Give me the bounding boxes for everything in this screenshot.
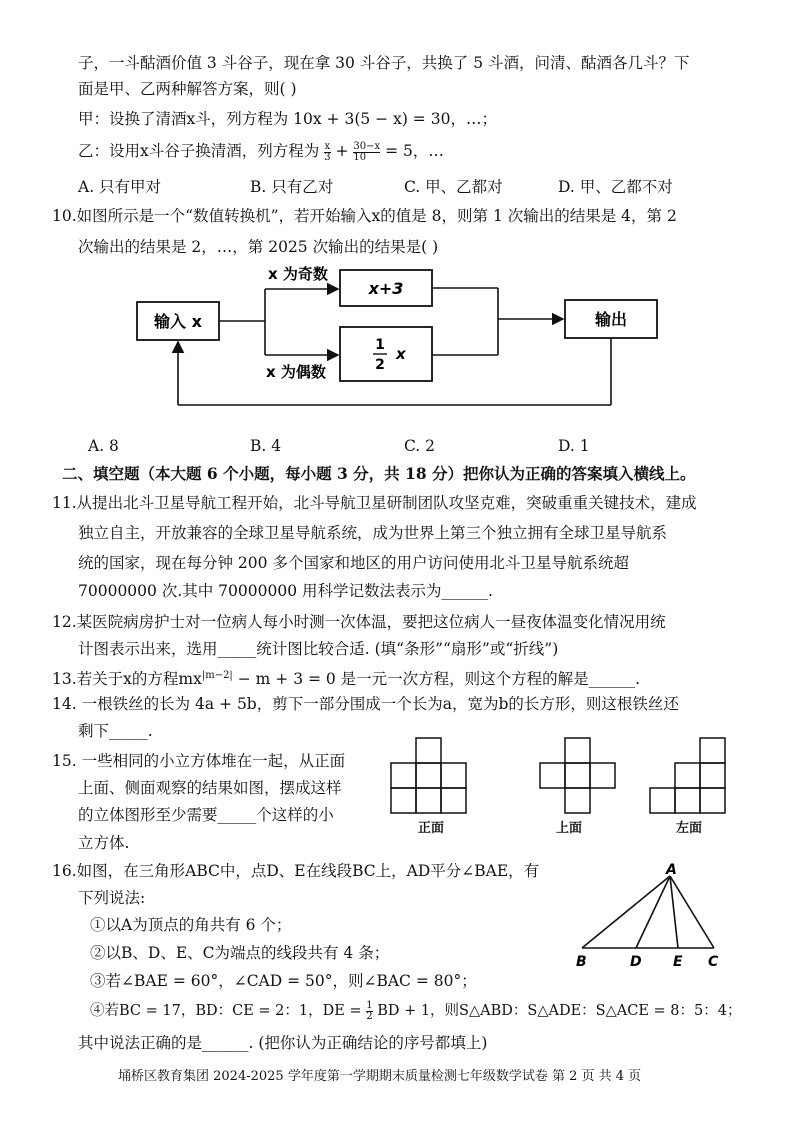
odd-label: x 为奇数 xyxy=(268,265,328,283)
front-view xyxy=(391,738,466,813)
even-label: x 为偶数 xyxy=(266,363,326,381)
q10-option-a: A. 8 xyxy=(88,437,119,455)
q16-statement-3: ③若∠BAE = 60°，∠CAD = 50°，则∠BAC = 80°； xyxy=(90,972,477,990)
q11-line2: 独立自主，开放兼容的全球卫星导航系统，成为世界上第三个独立拥有全球卫星导航系 xyxy=(78,524,668,542)
q16-statement-2: ②以B、D、E、C为端点的线段共有 4 条； xyxy=(90,944,390,962)
q16-line7: 其中说法正确的是______. (把你认为正确结论的序号都填上) xyxy=(78,1034,488,1052)
output-label: 输出 xyxy=(594,310,628,329)
q10-option-d: D. 1 xyxy=(558,437,590,455)
q10-line1: 10.如图所示是一个“数值转换机”，若开始输入x的值是 8，则第 1 次输出的结果是 4，第 2 xyxy=(52,207,677,225)
point-e-label: E xyxy=(673,954,683,970)
q9-plan-jia: 甲：设换了清酒x斗，列方程为 10x + 3(5 − x) = 30，…； xyxy=(78,110,497,128)
q10-option-c: C. 2 xyxy=(404,437,436,455)
q16-fraction: $\frac{1}{2}$ xyxy=(366,999,373,1022)
q9-option-d: D. 甲、乙都不对 xyxy=(558,178,673,196)
q11-line3: 统的国家，现在每分钟 200 多个国家和地区的用户访问使用北斗卫星导航系统超 xyxy=(78,554,629,572)
half-denominator: 2 xyxy=(375,357,385,373)
conversion-machine-diagram xyxy=(0,255,794,415)
top-view xyxy=(540,738,615,813)
q13-line: 13.若关于x的方程$mx^{|m-2|} - m + 3 = 0$ 是一元一次方程，则这个方程的解是______. xyxy=(52,670,641,689)
q9-fraction-2: $\frac{30-x}{10}$ xyxy=(353,140,381,163)
q16-line1: 16.如图，在三角形ABC中，点D、E在线段BC上，AD平分∠BAE，有 xyxy=(52,862,540,880)
q9-option-b: B. 只有乙对 xyxy=(250,178,334,196)
q9-line2: 面是甲、乙两种解答方案，则( ) xyxy=(78,80,297,98)
q14-line1: 14. 一根铁丝的长为 4a + 5b，剪下一部分围成一个长为a，宽为b的长方形，则这根铁丝还 xyxy=(52,695,679,713)
q15-line4: 立方体. xyxy=(78,834,130,852)
section-two-heading: 二、填空题（本大题 6 个小题，每小题 3 分，共 18 分）把你认为正确的答案填入横线上。 xyxy=(62,464,696,483)
top-view-label: 上面 xyxy=(556,821,583,836)
q15-line1: 15. 一些相同的小立方体堆在一起，从正面 xyxy=(52,752,346,770)
q16-line2: 下列说法: xyxy=(78,889,146,907)
q10-line2: 次输出的结果是 2，…，第 2025 次输出的结果是( ) xyxy=(78,238,439,256)
q9-plan-yi: 乙：设用x斗谷子换清酒，列方程为 $\frac{x}{3}$ + $\frac{30-x}{10}$ = 5，… xyxy=(78,140,444,163)
half-x: x xyxy=(396,345,406,363)
front-view-label: 正面 xyxy=(418,821,445,836)
input-label: 输入 x xyxy=(154,312,202,331)
page-footer: 埇桥区教育集团 2024-2025 学年度第一学期期末质量检测七年级数学试卷 第 2 页 共 4 页 xyxy=(118,1069,642,1084)
q10-option-b: B. 4 xyxy=(250,437,282,455)
q12-line1: 12.某医院病房护士对一位病人每小时测一次体温，要把这位病人一昼夜体温变化情况用统 xyxy=(52,613,666,631)
three-views-figure xyxy=(380,732,750,837)
q15-line2: 上面、侧面观察的结果如图，摆成这样 xyxy=(78,779,342,797)
q12-line2: 计图表示出来，选用_____统计图比较合适. (填“条形”“扇形”或“折线”) xyxy=(78,640,559,658)
point-d-label: D xyxy=(630,954,642,970)
triangle-abc-figure xyxy=(570,862,730,972)
q11-line1: 11.从提出北斗卫星导航工程开始，北斗导航卫星研制团队攻坚克难，突破重重关键技术，建成 xyxy=(52,494,697,512)
left-view xyxy=(650,738,725,813)
q11-line4: 70000000 次.其中 70000000 用科学记数法表示为______. xyxy=(78,582,493,600)
point-b-label: B xyxy=(576,954,587,970)
point-a-label: A xyxy=(666,862,677,878)
q14-line2: 剩下_____. xyxy=(78,722,153,740)
q16-statement-1: ①以A为顶点的角共有 6 个； xyxy=(90,916,292,934)
q16-statement-4: ④若BC = 17，BD：CE = 2：1，DE = $\frac{1}{2}$ BD + 1，则S△ABD：S△ADE：S△ACE = 8：5：4； xyxy=(90,999,742,1022)
q9-fraction-1: $\frac{x}{3}$ xyxy=(324,140,331,163)
left-view-label: 左面 xyxy=(676,821,703,836)
q9-line1: 子，一斗酤酒价值 3 斗谷子，现在拿 30 斗谷子，共换了 5 斗酒，问清、酤酒各几斗？下 xyxy=(78,54,690,72)
plus-three-label: x+3 xyxy=(368,279,404,298)
q9-option-a: A. 只有甲对 xyxy=(78,178,162,196)
half-numerator: 1 xyxy=(375,337,385,353)
point-c-label: C xyxy=(708,954,719,970)
q9-option-c: C. 甲、乙都对 xyxy=(404,178,503,196)
q15-line3: 的立体图形至少需要_____个这样的小 xyxy=(78,806,334,824)
